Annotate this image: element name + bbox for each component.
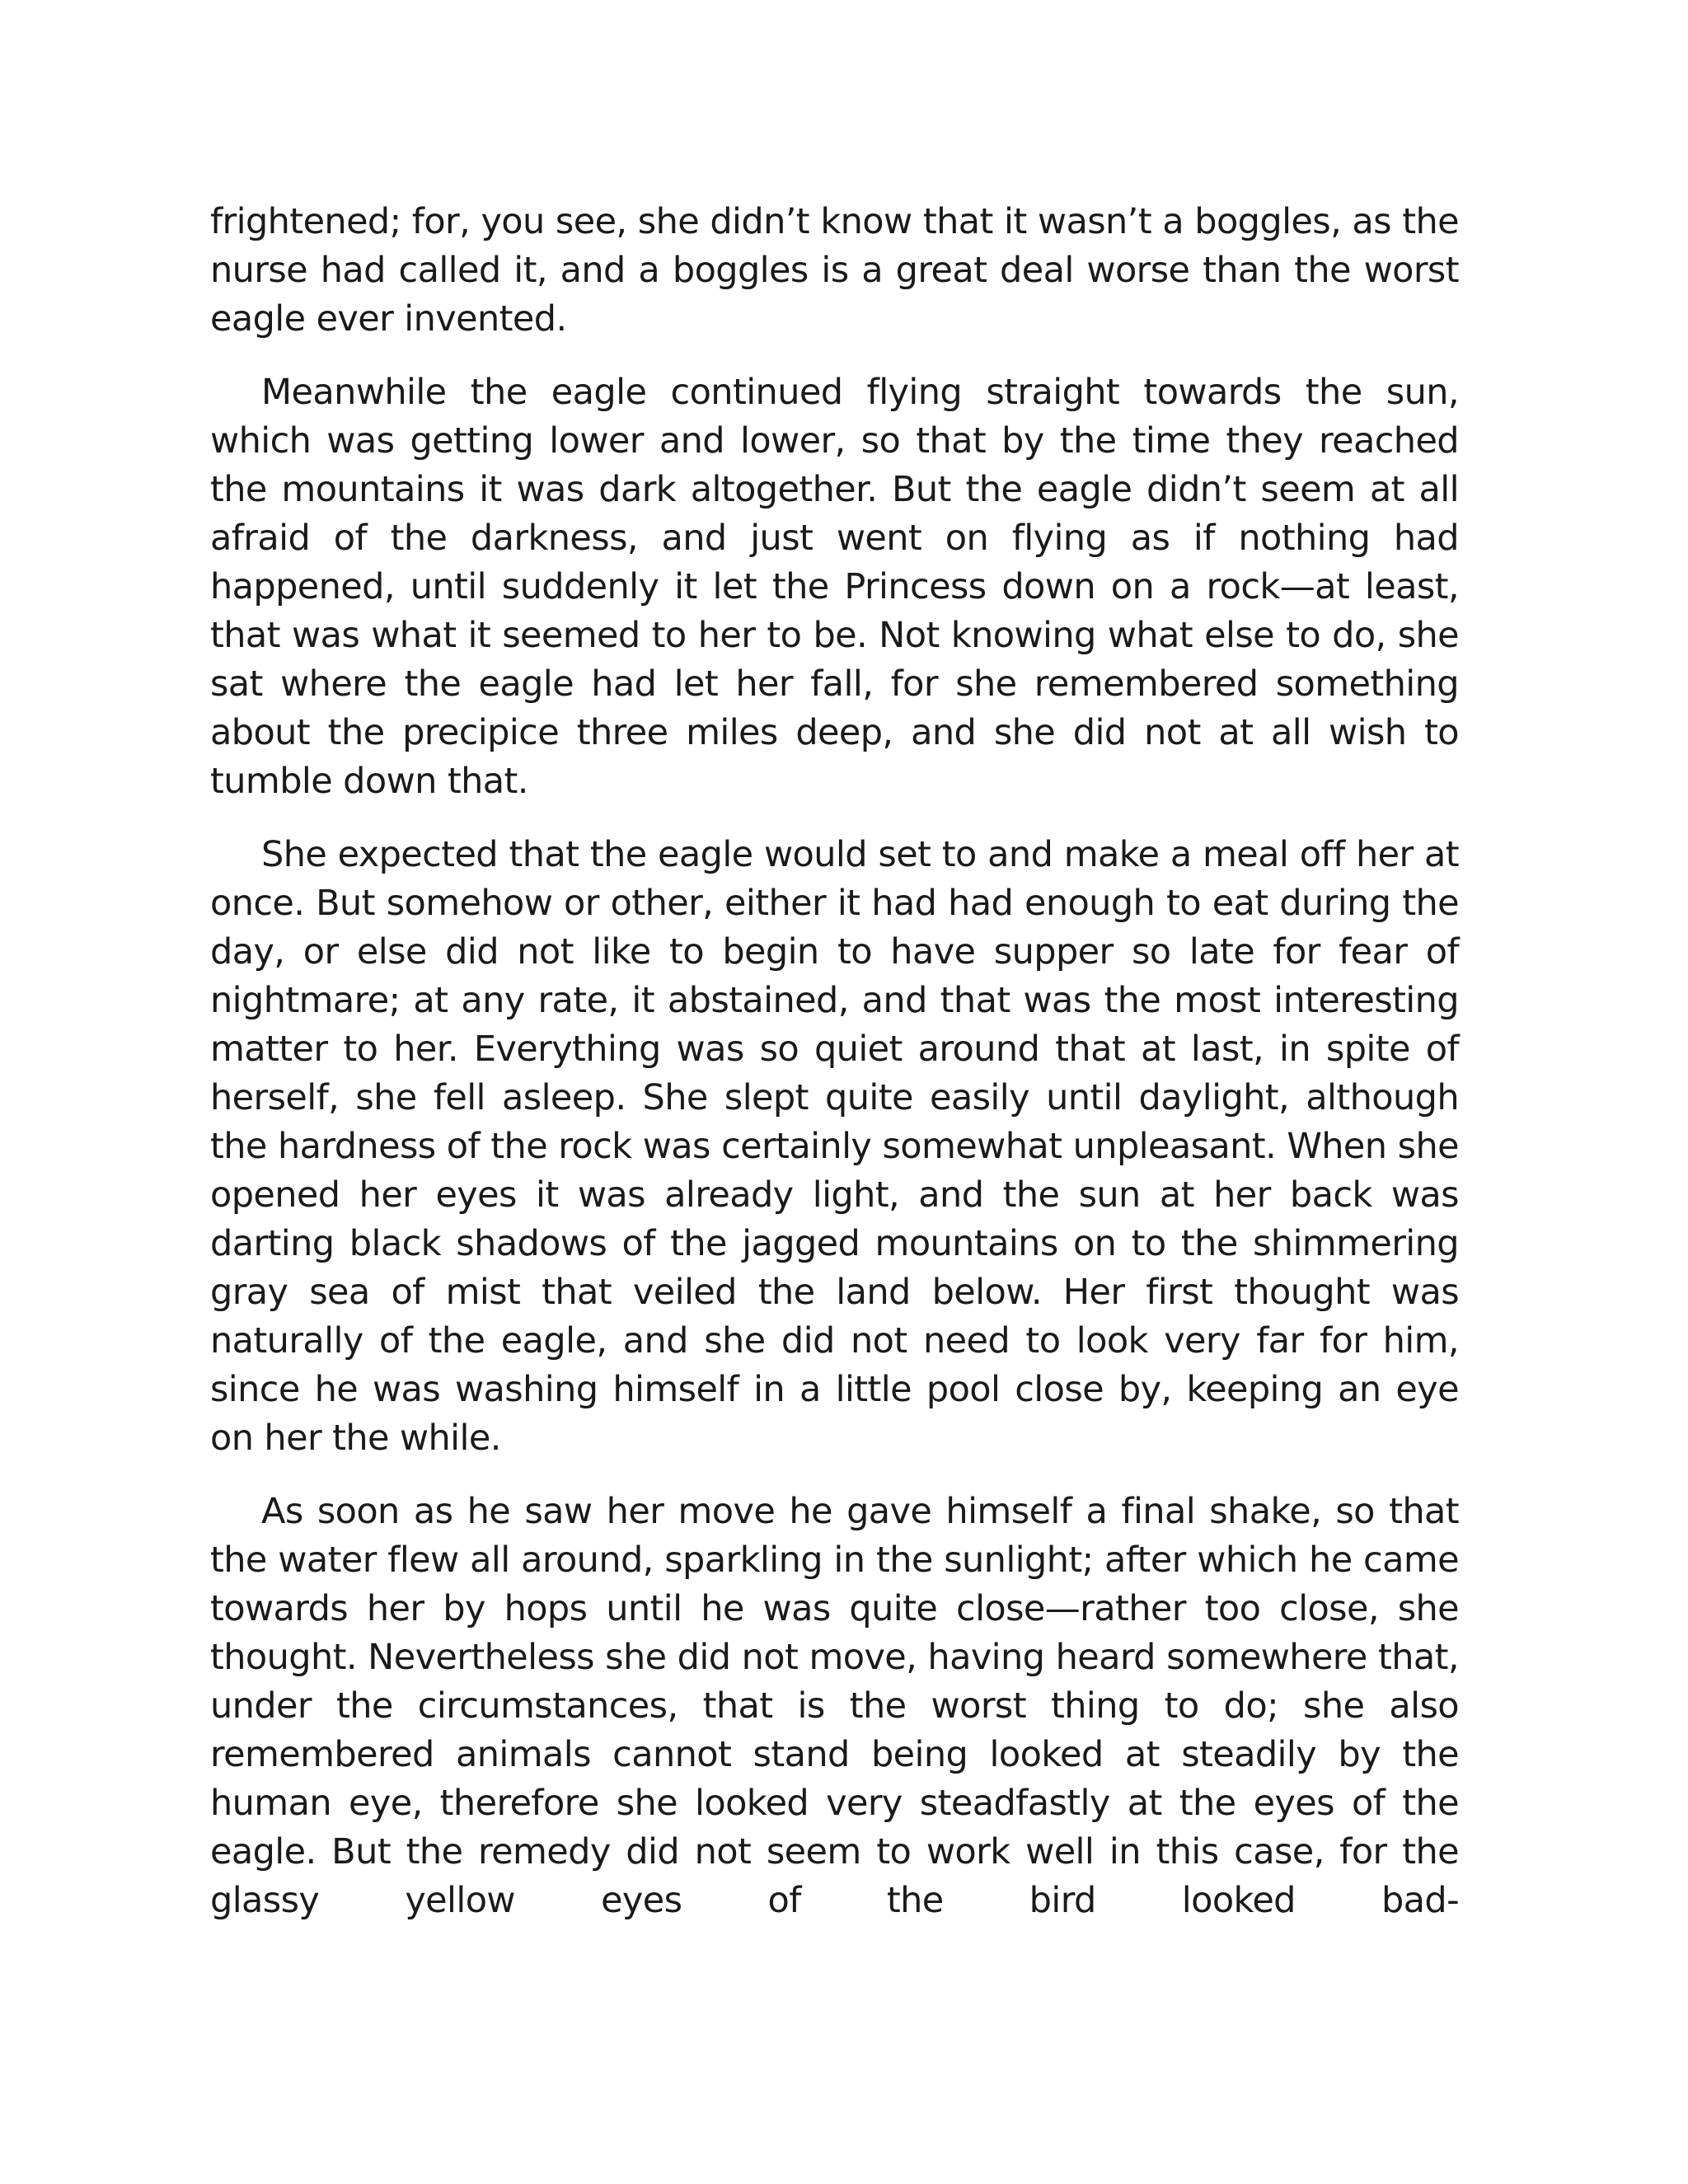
paragraph-1: frightened; for, you see, she didn’t know that it wasn’t a boggles, as the nurse had called it, and a boggles is a great deal worse than the worst eagle ever invented.	[210, 201, 1459, 340]
paragraph-4: As soon as he saw her move he gave himself a final shake, so that the water flew all around, sparkling in the sunlight; after which he came towards her by hops until he was quite close—rather too close, she thought. Nevertheless she did not move, having heard somewhere that, under the circumstances, that is the worst thing to do; she also remembered animals cannot stand being looked at steadily by the human eye, therefore she looked very steadfastly at the eyes of the eagle. But the remedy did not seem to work well in this case, for the glassy yellow eyes of the bird looked bad-	[210, 1491, 1459, 1921]
paragraph-2: Meanwhile the eagle continued flying straight towards the sun, which was getting lower and lower, so that by the time they reached the mountains it was dark altogether. But the eagle didn’t seem at all afraid of the darkness, and just went on flying as if nothing had happened, until suddenly it let the Princess down on a rock—at least, that was what it seemed to her to be. Not knowing what else to do, she sat where the eagle had let her fall, for she remembered something about the precipice three miles deep, and she did not at all wish to tumble down that.	[210, 372, 1459, 802]
paragraph-3: She expected that the eagle would set to and make a meal off her at once. But somehow or other, either it had had enough to eat during the day, or else did not like to begin to have supper so late for fear of nightmare; at any rate, it abstained, and that was the most interesting matter to her. Everything was so quiet around that at last, in spite of herself, she fell asleep. She slept quite easily until daylight, although the hardness of the rock was certainly somewhat unpleasant. When she opened her eyes it was already light, and the sun at her back was darting black shadows of the jagged mountains on to the shimmering gray sea of mist that veiled the land below. Her first thought was naturally of the eagle, and she did not need to look very far for him, since he was washing himself in a little pool close by, keeping an eye on her the while.	[210, 834, 1459, 1459]
page-body	[210, 198, 1459, 1950]
